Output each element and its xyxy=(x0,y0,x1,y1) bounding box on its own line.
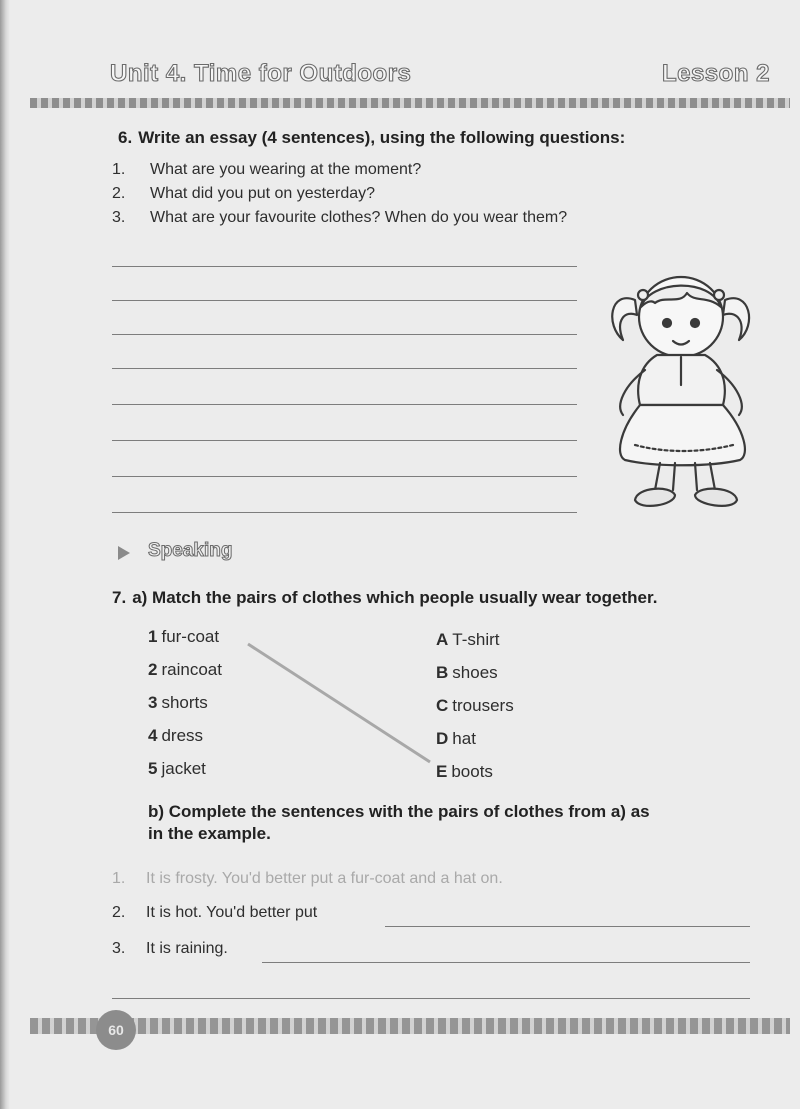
match-right-item[interactable] xyxy=(436,762,493,782)
question-number: 2. xyxy=(112,185,126,202)
sentence-number: 1. xyxy=(112,870,126,887)
speaking-section-heading: Speaking xyxy=(148,540,233,561)
sentence-text: It is frosty. You'd better put a fur-coat and a hat on. xyxy=(146,870,503,887)
match-left-text: fur-coat xyxy=(161,627,220,646)
question-item xyxy=(112,185,375,203)
sentence-answer-line[interactable] xyxy=(385,926,750,927)
sentence-answer-line[interactable] xyxy=(262,962,750,963)
match-right-item[interactable] xyxy=(436,630,500,650)
match-right-key: E xyxy=(436,762,448,781)
match-right-item[interactable] xyxy=(436,729,476,749)
match-right-key: D xyxy=(436,729,449,748)
essay-answer-line[interactable] xyxy=(112,476,577,477)
match-left-item[interactable] xyxy=(148,759,206,779)
footer-divider xyxy=(30,1018,790,1034)
question-number: 1. xyxy=(112,161,126,178)
match-right-key: B xyxy=(436,663,449,682)
match-right-key: C xyxy=(436,696,449,715)
match-right-item[interactable] xyxy=(436,696,514,716)
match-left-key: 1 xyxy=(148,627,158,646)
match-left-text: jacket xyxy=(161,759,206,778)
task-6-number: 6. xyxy=(118,128,133,147)
task-7-part-b-line-1: b) Complete the sentences with the pairs of clothes from a) as xyxy=(148,802,650,821)
sentence-item xyxy=(112,904,317,922)
example-sentence xyxy=(112,870,503,888)
lesson-title: Lesson 2 xyxy=(661,60,770,87)
essay-answer-line[interactable] xyxy=(112,512,577,513)
sentence-number: 3. xyxy=(112,940,126,957)
essay-answer-line[interactable] xyxy=(112,266,577,267)
match-right-text: shoes xyxy=(452,663,498,682)
match-right-item[interactable] xyxy=(436,663,498,683)
match-left-key: 2 xyxy=(148,660,158,679)
match-left-text: dress xyxy=(161,726,204,745)
match-right-text: hat xyxy=(452,729,476,748)
speaking-arrow-icon xyxy=(118,546,130,560)
sentence-number: 2. xyxy=(112,904,126,921)
match-left-item[interactable] xyxy=(148,693,208,713)
match-left-key: 4 xyxy=(148,726,158,745)
task-7-part-b-line-2: in the example. xyxy=(148,824,271,843)
sentence-answer-line[interactable] xyxy=(112,998,750,999)
page-binding-edge xyxy=(0,0,10,1109)
example-match-line xyxy=(240,640,440,780)
match-right-key: A xyxy=(436,630,449,649)
match-left-item[interactable] xyxy=(148,627,219,647)
sentence-item xyxy=(112,940,228,958)
task-6-instruction: Write an essay (4 sentences), using the following questions: xyxy=(138,128,626,147)
essay-answer-line[interactable] xyxy=(112,404,577,405)
match-right-text: trousers xyxy=(452,696,514,715)
task-7-part-a: a) Match the pairs of clothes which people usually wear together. xyxy=(132,588,658,607)
match-left-item[interactable] xyxy=(148,660,222,680)
task-7-number: 7. xyxy=(112,588,127,607)
essay-answer-line[interactable] xyxy=(112,300,577,301)
question-item xyxy=(112,209,567,227)
match-left-item[interactable] xyxy=(148,726,203,746)
task-7-heading xyxy=(112,588,657,608)
question-text: What are you wearing at the moment? xyxy=(150,161,422,178)
header-divider xyxy=(30,98,790,108)
match-left-text: shorts xyxy=(161,693,208,712)
match-right-text: T-shirt xyxy=(452,630,500,649)
girl-illustration xyxy=(595,255,770,525)
question-text: What did you put on yesterday? xyxy=(150,185,376,202)
essay-answer-line[interactable] xyxy=(112,334,577,335)
sentence-text: It is hot. You'd better put xyxy=(146,904,318,921)
page-number: 60 xyxy=(96,1010,136,1050)
match-left-key: 3 xyxy=(148,693,158,712)
match-left-text: raincoat xyxy=(161,660,222,679)
match-right-text: boots xyxy=(451,762,493,781)
match-left-key: 5 xyxy=(148,759,158,778)
essay-answer-line[interactable] xyxy=(112,440,577,441)
question-item xyxy=(112,161,421,179)
unit-title: Unit 4. Time for Outdoors xyxy=(110,60,412,87)
essay-answer-line[interactable] xyxy=(112,368,577,369)
question-text: What are your favourite clothes? When do you wear them? xyxy=(150,209,568,226)
task-6-heading xyxy=(118,128,625,148)
question-number: 3. xyxy=(112,209,126,226)
sentence-text: It is raining. xyxy=(146,940,228,957)
